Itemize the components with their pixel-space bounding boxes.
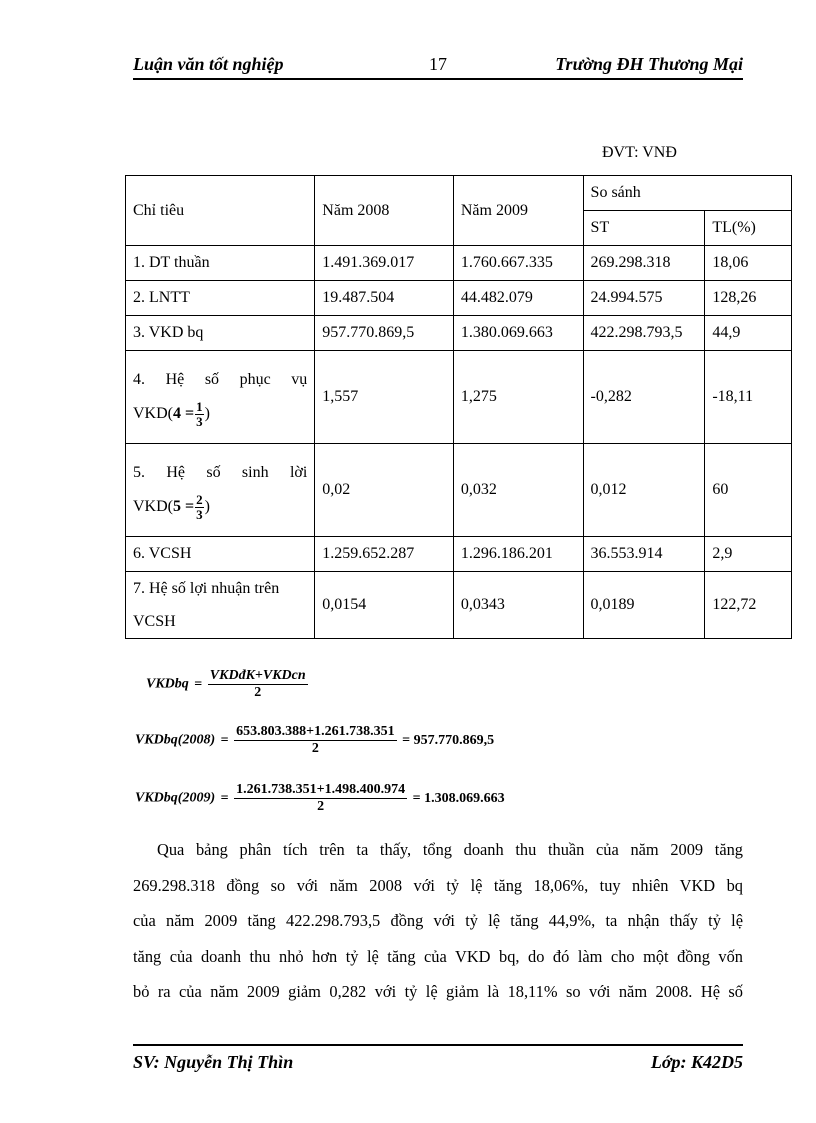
cell-2008: 0,0154 xyxy=(315,572,454,639)
cell-st: 0,0189 xyxy=(583,572,705,639)
formula-lhs: VKDbq(2009) xyxy=(135,790,216,806)
formula-fraction xyxy=(234,724,396,757)
row-label-line2 xyxy=(133,491,210,522)
formula-fraction xyxy=(234,782,407,815)
formula-denominator: 2 xyxy=(317,799,325,814)
row-label-line1: 5. Hệ số sinh lời xyxy=(133,464,308,481)
fraction-denominator: 3 xyxy=(196,413,203,429)
cell-st: 36.553.914 xyxy=(583,537,705,572)
table-row xyxy=(126,537,792,572)
cell-2008: 1.491.369.017 xyxy=(315,246,454,281)
cell-2009: 1.296.186.201 xyxy=(453,537,583,572)
formula-numerator: VKDđK+VKDcn xyxy=(209,668,306,683)
header-tl: TL(%) xyxy=(705,211,792,246)
fraction xyxy=(195,493,204,522)
cell-2009: 0,0343 xyxy=(453,572,583,639)
analysis-paragraph xyxy=(133,832,743,1010)
cell-st: 0,012 xyxy=(583,444,705,537)
cell-tl: 60 xyxy=(705,444,792,537)
cell-tl: 44,9 xyxy=(705,316,792,351)
formula-equals: = xyxy=(220,790,229,806)
page-number: 17 xyxy=(429,54,447,74)
fraction-denominator: 3 xyxy=(196,506,203,522)
cell-2009: 1.380.069.663 xyxy=(453,316,583,351)
paragraph-line: 269.298.318 đồng so với năm 2008 với tỷ lệ tăng 18,06%, tuy nhiên VKD bq xyxy=(133,875,743,895)
row-label xyxy=(126,572,315,639)
cell-2008: 0,02 xyxy=(315,444,454,537)
header-st: ST xyxy=(583,211,705,246)
paragraph-line: Qua bảng phân tích trên ta thấy, tổng doanh thu thuần của năm 2009 tăng xyxy=(157,840,743,859)
formula-denominator: 2 xyxy=(254,685,262,700)
formula-numerator: 1.261.738.351+1.498.400.974 xyxy=(236,782,406,797)
formula-result: = 1.308.069.663 xyxy=(412,790,505,806)
cell-2009: 44.482.079 xyxy=(453,281,583,316)
header-indicator: Chỉ tiêu xyxy=(126,176,315,246)
cell-st: 24.994.575 xyxy=(583,281,705,316)
header-university: Trường ĐH Thương Mại xyxy=(555,54,743,74)
row-label-line2 xyxy=(133,398,210,429)
formula-lhs: VKDbq xyxy=(146,676,189,692)
cell-tl: 18,06 xyxy=(705,246,792,281)
label-suffix: ) xyxy=(204,405,210,422)
formula-fraction xyxy=(208,668,308,701)
formula-vkdbq-2009 xyxy=(135,782,507,815)
row-label: 2. LNTT xyxy=(126,281,315,316)
cell-st: -0,282 xyxy=(583,351,705,444)
table-row xyxy=(126,246,792,281)
paragraph-line: tăng của doanh thu nhỏ hơn tỷ lệ tăng của VKD bq, do đó làm cho một đồng vốn xyxy=(133,946,743,966)
fraction-numerator: 1 xyxy=(196,398,203,414)
row-label-line2: VCSH xyxy=(133,613,176,630)
label-lhs: 5 = xyxy=(173,498,195,515)
header-2008: Năm 2008 xyxy=(315,176,454,246)
label-lhs: 4 = xyxy=(173,405,195,422)
label-prefix: VKD( xyxy=(133,405,173,422)
cell-st: 422.298.793,5 xyxy=(583,316,705,351)
row-label: 6. VCSH xyxy=(126,537,315,572)
cell-2009: 1.760.667.335 xyxy=(453,246,583,281)
label-prefix: VKD( xyxy=(133,498,173,515)
table-row xyxy=(126,572,792,639)
row-label xyxy=(126,351,315,444)
label-suffix: ) xyxy=(204,498,210,515)
row-label xyxy=(126,444,315,537)
formula-denominator: 2 xyxy=(311,741,319,756)
table-row xyxy=(126,281,792,316)
cell-2009: 0,032 xyxy=(453,444,583,537)
cell-tl: 128,26 xyxy=(705,281,792,316)
cell-2008: 19.487.504 xyxy=(315,281,454,316)
table-row xyxy=(126,351,792,444)
header-2009: Năm 2009 xyxy=(453,176,583,246)
formula-equals: = xyxy=(194,676,203,692)
cell-2008: 1.259.652.287 xyxy=(315,537,454,572)
paragraph-line: bỏ ra của năm 2009 giảm 0,282 với tỷ lệ giảm là 18,11% so với năm 2008. Hệ số xyxy=(133,982,743,1001)
cell-2008: 957.770.869,5 xyxy=(315,316,454,351)
formula-vkdbq-2008 xyxy=(135,724,496,757)
table-row xyxy=(126,444,792,537)
cell-st: 269.298.318 xyxy=(583,246,705,281)
analysis-table xyxy=(125,175,792,639)
header-compare: So sánh xyxy=(583,176,791,211)
table-row xyxy=(126,316,792,351)
page-footer xyxy=(133,1044,743,1074)
cell-tl: -18,11 xyxy=(705,351,792,444)
fraction-numerator: 2 xyxy=(196,491,203,507)
footer-class: Lớp: K42D5 xyxy=(650,1052,743,1072)
footer-student: SV: Nguyễn Thị Thìn xyxy=(133,1052,294,1072)
paragraph-line: của năm 2009 tăng 422.298.793,5 đồng với tỷ lệ tăng 44,9%, ta nhận thấy tỷ lệ xyxy=(133,911,743,930)
cell-2008: 1,557 xyxy=(315,351,454,444)
page-header xyxy=(133,52,743,80)
unit-label: ĐVT: VNĐ xyxy=(602,144,677,161)
formula-lhs: VKDbq(2008) xyxy=(135,732,216,748)
cell-tl: 2,9 xyxy=(705,537,792,572)
formula-numerator: 653.803.388+1.261.738.351 xyxy=(236,724,395,739)
fraction xyxy=(195,400,204,429)
row-label-line1: 7. Hệ số lợi nhuận trên xyxy=(133,580,280,597)
formula-vkdbq-definition xyxy=(146,668,308,701)
cell-tl: 122,72 xyxy=(705,572,792,639)
row-label: 3. VKD bq xyxy=(126,316,315,351)
row-label-line1: 4. Hệ số phục vụ xyxy=(133,371,308,388)
formula-equals: = xyxy=(220,732,229,748)
row-label: 1. DT thuần xyxy=(126,246,315,281)
header-thesis-title: Luận văn tốt nghiệp xyxy=(133,54,284,74)
table-header-row xyxy=(126,176,792,211)
formula-result: = 957.770.869,5 xyxy=(402,732,495,748)
cell-2009: 1,275 xyxy=(453,351,583,444)
